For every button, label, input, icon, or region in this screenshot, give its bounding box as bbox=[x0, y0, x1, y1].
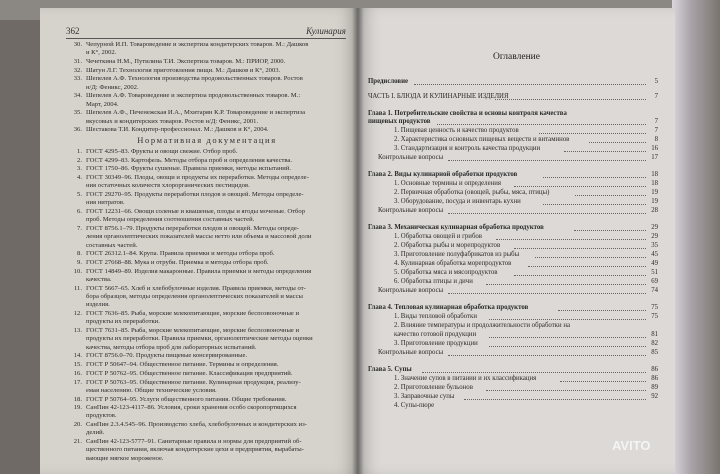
toc-leader-dots bbox=[528, 260, 646, 267]
toc-page-number: 82 bbox=[651, 339, 658, 347]
item-text: ГОСТ 7636–85. Рыба, морские млекопитающие, морские беспозвоночные и продукты их переработки. bbox=[86, 310, 299, 326]
toc-leader-dots bbox=[539, 127, 646, 134]
toc-entry[interactable] bbox=[378, 207, 658, 215]
toc-page-number: 85 bbox=[651, 348, 658, 356]
item-text: ГОСТ 8756.0–70. Продукты пищевые консервированные. bbox=[86, 352, 248, 360]
list-item bbox=[66, 109, 348, 126]
left-page bbox=[40, 8, 358, 474]
toc-entry[interactable] bbox=[394, 198, 658, 206]
toc-entry[interactable] bbox=[394, 251, 658, 259]
list-item bbox=[66, 67, 348, 75]
item-text: ГОСТ 12231–66. Овощи соленые и квашеные, плоды и ягоды моченые. Отбор проб. Методы определения соотношения составных частей. bbox=[86, 208, 305, 224]
toc-label: 3. Стандартизация и контроль качества продукции bbox=[394, 145, 541, 153]
item-number: 33. bbox=[73, 75, 82, 83]
item-number: 11. bbox=[74, 284, 82, 292]
toc-label: 5. Обработка мяса и мясопродуктов bbox=[394, 269, 498, 277]
right-page bbox=[358, 8, 675, 474]
item-text: Шестакова Т.И. Кондитер-профессионал. М.: Дашков и К°, 2004. bbox=[86, 126, 269, 134]
toc-leader-dots bbox=[495, 93, 646, 100]
toc-label: 3. Оборудование, посуда и инвентарь кухни bbox=[394, 198, 521, 206]
list-item bbox=[66, 361, 348, 369]
list-item bbox=[66, 41, 348, 58]
list-item bbox=[66, 327, 348, 352]
item-number: 19. bbox=[73, 404, 82, 412]
toc-page-number: 92 bbox=[651, 392, 658, 400]
toc-entry[interactable] bbox=[394, 189, 658, 197]
toc-label: 4. Кулинарная обработка морепродуктов bbox=[394, 260, 512, 268]
list-item bbox=[66, 379, 348, 396]
toc-label: 6. Обработка птицы и дичи bbox=[394, 278, 473, 286]
toc-leader-dots bbox=[543, 171, 646, 178]
toc-page-number: 7 bbox=[654, 127, 658, 135]
toc-page-number: 16 bbox=[651, 145, 658, 153]
list-item bbox=[66, 259, 348, 267]
toc-entry[interactable] bbox=[394, 322, 658, 339]
toc-page-number: 74 bbox=[651, 287, 658, 295]
toc-label: Глава 5. Супы bbox=[368, 365, 412, 373]
toc-page-number: 29 bbox=[651, 233, 658, 241]
item-text: ГОСТ 8756.1–79. Продукты переработки плодов и овощей. Методы опреде- ления органолептических показателей массы нетто или объема и массовой доли составных частей. bbox=[86, 225, 312, 249]
toc-label: 1. Пищевая ценность и качество продуктов bbox=[394, 127, 519, 135]
section-title: Нормативная документация bbox=[137, 135, 277, 145]
toc-label: 3. Приготовление полуфабрикатов из рыбы bbox=[394, 251, 520, 259]
item-number: 2. bbox=[77, 156, 82, 164]
toc-entry[interactable] bbox=[394, 136, 658, 144]
list-item bbox=[66, 148, 348, 156]
toc-page-number: 5 bbox=[654, 78, 658, 85]
item-text: ГОСТ 29270–95. Продукты переработки плодов и овощей. Методы определе- ния нитратов. bbox=[86, 191, 304, 207]
item-number: 18. bbox=[73, 395, 82, 403]
toc-page-number: 75 bbox=[651, 304, 658, 312]
toc-entry[interactable] bbox=[378, 287, 658, 295]
item-number: 7. bbox=[77, 225, 82, 233]
toc-title: Оглавление bbox=[493, 52, 540, 62]
toc-leader-dots bbox=[558, 304, 646, 311]
toc-label: Контрольные вопросы bbox=[378, 154, 444, 162]
toc-leader-dots bbox=[437, 118, 646, 125]
item-text: ГОСТ Р 50647–94. Общественное питание. Термины и определения. bbox=[86, 361, 279, 369]
item-text: ГОСТ 7631–85. Рыба, морские млекопитающие, морские беспозвоночные и продукты их переработки. Правила приемки, органолептические методы оценки качества, методы отбора проб для лабораторных испытаний. bbox=[86, 327, 313, 351]
toc-entry[interactable] bbox=[394, 340, 658, 348]
toc-leader-dots bbox=[464, 393, 646, 400]
item-number: 8. bbox=[77, 250, 82, 258]
toc-leader-dots bbox=[514, 242, 646, 249]
book-spine-shadow bbox=[352, 8, 364, 474]
item-number: 34. bbox=[73, 92, 82, 100]
toc-entry[interactable] bbox=[394, 180, 658, 188]
toc-label: 2. Влияние температуры и продолжительности обработки на качество готовой продукции bbox=[394, 322, 570, 338]
toc-entry[interactable] bbox=[394, 233, 658, 241]
toc-label: 1. Виды тепловой обработки bbox=[394, 313, 477, 321]
toc-label: Глава 3. Механическая кулинарная обработка продуктов bbox=[368, 224, 544, 232]
toc-leader-dots bbox=[575, 189, 647, 196]
item-text: ГОСТ Р 50763–95. Общественное питание. Кулинарная продукция, реализу- емая населению. Общие технические условия. bbox=[86, 378, 301, 394]
left-page-header bbox=[66, 26, 346, 39]
item-number: 35. bbox=[73, 109, 82, 117]
toc-leader-dots bbox=[496, 233, 646, 240]
list-item bbox=[66, 174, 348, 191]
item-number: 20. bbox=[73, 421, 82, 429]
item-number: 36. bbox=[73, 126, 82, 134]
list-item bbox=[66, 92, 348, 109]
item-text: ГОСТ Р 50762–95. Общественное питание. Классификация предприятий. bbox=[86, 369, 293, 377]
toc-chapter[interactable] bbox=[368, 110, 658, 127]
toc-page-number: 29 bbox=[651, 224, 658, 232]
toc-leader-dots bbox=[514, 180, 646, 187]
list-item bbox=[66, 285, 348, 310]
item-number: 15. bbox=[73, 361, 82, 369]
toc-chapter[interactable] bbox=[368, 78, 658, 86]
toc-entry[interactable] bbox=[394, 384, 658, 392]
item-text: ГОСТ 27668–88. Мука и отруби. Приемка и методы отбора проб. bbox=[86, 259, 269, 267]
item-text: ГОСТ 4295–83. Фрукты и овощи свежие. Отбор проб. bbox=[86, 148, 238, 155]
toc-entry[interactable] bbox=[394, 127, 658, 135]
toc-page-number: 51 bbox=[651, 269, 658, 277]
item-number: 17. bbox=[73, 378, 82, 386]
toc-leader-dots bbox=[560, 375, 646, 382]
toc-entry[interactable] bbox=[394, 260, 658, 268]
toc-label: 1. Значение супов в питании и их классификация bbox=[394, 374, 537, 382]
list-item bbox=[66, 396, 348, 404]
item-number: 1. bbox=[77, 148, 82, 155]
toc-chapter[interactable] bbox=[368, 171, 658, 179]
toc-label: 2. Характеристика основных пищевых веществ и витаминов bbox=[394, 136, 570, 144]
toc-page-number: 8 bbox=[654, 136, 658, 144]
toc-entry[interactable] bbox=[394, 242, 658, 250]
toc-label: Глава 4. Тепловая кулинарная обработка продуктов bbox=[368, 304, 529, 312]
toc-leader-dots bbox=[414, 78, 646, 85]
item-text: ГОСТ 14849–89. Изделия макаронные. Правила приемки и методы определения качества. bbox=[86, 267, 312, 284]
toc-leader-dots bbox=[543, 198, 646, 205]
item-number: 10. bbox=[73, 267, 82, 275]
watermark-logo: AVITO bbox=[612, 438, 651, 453]
toc-page-number: 86 bbox=[651, 365, 658, 373]
item-text: ГОСТ 26312.1–84. Крупа. Правила приемки и методы отбора проб. bbox=[86, 250, 275, 258]
toc-leader-dots bbox=[574, 224, 646, 231]
list-item bbox=[66, 438, 348, 463]
toc-leader-dots bbox=[489, 313, 646, 320]
toc-label: ЧАСТЬ I. БЛЮДА И КУЛИНАРНЫЕ ИЗДЕЛИЯ bbox=[368, 93, 509, 100]
item-text: ГОСТ 30349–96. Плоды, овощи и продукты их переработки. Методы определе- ния остаточных количеств хлорорганических пестицидов. bbox=[86, 174, 309, 190]
list-item bbox=[66, 208, 348, 225]
item-text: Шепелев А.Ф. Технология производства продовольственных товаров. Ростов н/Д: Феникс, 2002. bbox=[86, 75, 303, 91]
item-number: 31. bbox=[73, 58, 82, 65]
toc-leader-dots bbox=[589, 136, 646, 143]
toc-entry[interactable] bbox=[368, 93, 658, 101]
item-text: Шатун Л.Г. Технология приготовления пищи. М.: Дашков и К°, 2003. bbox=[86, 66, 281, 74]
toc-label: 2. Обработка рыбы и морепродуктов bbox=[394, 242, 501, 250]
item-number: 5. bbox=[77, 191, 82, 199]
toc-page-number: 18 bbox=[651, 171, 658, 179]
item-number: 13. bbox=[73, 327, 82, 335]
toc-label: Контрольные вопросы bbox=[378, 348, 444, 356]
toc-label: Контрольные вопросы bbox=[378, 287, 444, 295]
toc-page-number: 18 bbox=[651, 180, 658, 188]
list-item bbox=[66, 250, 348, 258]
running-title: Кулинария bbox=[306, 26, 346, 36]
item-text: СанПин 42-123-5777–91. Санитарные правила и нормы для предприятий об- щественного питания, включая кондитерские цехи и предприятия, вырабаты- вающие мягкое мороженое. bbox=[86, 438, 304, 462]
toc-chapter[interactable] bbox=[368, 304, 658, 312]
toc-label: Глава 2. Виды кулинарной обработки продуктов bbox=[368, 171, 518, 179]
toc-label: 4. Супы-пюре bbox=[394, 401, 435, 409]
toc-leader-dots bbox=[422, 366, 646, 373]
list-item bbox=[66, 310, 348, 327]
toc-entry[interactable] bbox=[378, 349, 658, 357]
toc-entry[interactable] bbox=[394, 393, 658, 401]
list-item bbox=[66, 191, 348, 208]
item-text: СанПин 42-123-4117–86. Условия, сроки хранения особо скоропортящихся продуктов. bbox=[86, 404, 297, 420]
list-item bbox=[66, 58, 348, 66]
list-item bbox=[66, 421, 348, 438]
toc-chapter[interactable] bbox=[368, 224, 658, 232]
toc-leader-dots bbox=[448, 207, 646, 214]
item-text: ГОСТ 5667–65. Хлеб и хлебобулочные изделия. Правила приемки, методы от- бора образцов, методы определения органолептических показателей и массы изделия. bbox=[86, 284, 306, 309]
toc-page-number: 45 bbox=[651, 251, 658, 259]
toc-page-number: 69 bbox=[651, 278, 658, 286]
item-text: Чепурной И.П. Товароведение и экспертиза кондитерских товаров. М.: Дашков и К°, 2002. bbox=[86, 41, 309, 57]
item-number: 30. bbox=[73, 41, 82, 48]
item-number: 3. bbox=[77, 165, 82, 173]
toc-page-number: 89 bbox=[651, 383, 658, 391]
toc-label: 1. Обработка овощей и грибов bbox=[394, 233, 483, 241]
toc-leader-dots bbox=[564, 145, 646, 152]
item-number: 12. bbox=[73, 310, 82, 318]
toc-page-number: 19 bbox=[651, 198, 658, 206]
toc-leader-dots bbox=[448, 349, 646, 356]
toc-page-number: 81 bbox=[651, 330, 658, 338]
toc-leader-dots bbox=[514, 269, 646, 276]
toc-entry[interactable] bbox=[394, 375, 658, 383]
item-number: 16. bbox=[73, 369, 82, 377]
toc-entry[interactable] bbox=[394, 269, 658, 277]
item-text: СанПин 2.3.4.545–96. Производство хлеба, хлебобулочных и кондитерских из- делий. bbox=[86, 421, 307, 437]
item-text: Шепелев А.Ф., Печенежская И.А., Мхитарян К.Р. Товароведение и экспертиза вкусовых и кондитерских товаров. Ростов н/Д: Феникс, 2001. bbox=[86, 109, 306, 125]
item-number: 6. bbox=[77, 208, 82, 216]
toc-leader-dots bbox=[486, 278, 646, 285]
toc-page-number: 86 bbox=[651, 374, 658, 382]
toc-leader-dots bbox=[489, 331, 646, 338]
toc-label: 3. Приготовление продукции bbox=[394, 339, 478, 347]
list-item bbox=[66, 352, 348, 360]
toc-entry[interactable] bbox=[378, 154, 658, 162]
list-item bbox=[66, 404, 348, 421]
toc-leader-dots bbox=[535, 251, 646, 258]
toc-page-number: 17 bbox=[651, 154, 658, 162]
item-text: ГОСТ 4299–83. Картофель. Методы отбора проб и определения качества. bbox=[86, 156, 293, 164]
toc-label: Глава 1. Потребительские свойства и основы контроля качества пищевых продуктов bbox=[368, 110, 567, 126]
item-number: 4. bbox=[77, 174, 82, 182]
list-item bbox=[66, 75, 348, 92]
page-number: 362 bbox=[66, 26, 80, 36]
toc-entry[interactable] bbox=[394, 145, 658, 153]
toc-entry[interactable] bbox=[394, 313, 658, 321]
toc-label: Предисловие bbox=[368, 78, 409, 85]
list-item bbox=[66, 165, 348, 173]
item-text: ГОСТ Р 50764–95. Услуги общественного питания. Общие требования. bbox=[86, 395, 287, 403]
toc-page-number: 49 bbox=[651, 260, 658, 268]
toc-page-number: 28 bbox=[651, 207, 658, 215]
item-number: 21. bbox=[73, 438, 82, 446]
list-item bbox=[66, 126, 348, 134]
item-number: 9. bbox=[77, 259, 82, 267]
toc-label: Контрольные вопросы bbox=[378, 207, 444, 215]
item-number: 14. bbox=[73, 352, 82, 360]
item-text: ГОСТ 1750–86. Фрукты сушеные. Правила приемки, методы испытаний. bbox=[86, 165, 292, 173]
toc-chapter[interactable] bbox=[368, 366, 658, 374]
toc-page-number: 7 bbox=[654, 118, 658, 126]
toc-page-number: 75 bbox=[651, 313, 658, 321]
toc-entry[interactable] bbox=[394, 402, 658, 410]
toc-entry[interactable] bbox=[394, 278, 658, 286]
toc-label: 3. Заправочные супы bbox=[394, 392, 455, 400]
toc-page-number: 35 bbox=[651, 242, 658, 250]
list-item bbox=[66, 370, 348, 378]
background-right-fabric bbox=[672, 0, 720, 474]
toc-page-number: 7 bbox=[654, 93, 658, 100]
item-number: 32. bbox=[73, 66, 82, 74]
toc-leader-dots bbox=[486, 384, 646, 391]
list-item bbox=[66, 268, 348, 285]
toc-label: 2. Первичная обработка (овощей, рыбы, мяса, птицы) bbox=[394, 189, 550, 197]
toc-leader-dots bbox=[489, 340, 646, 347]
toc-leader-dots bbox=[448, 154, 646, 161]
open-book bbox=[40, 8, 675, 474]
toc-leader-dots bbox=[448, 287, 646, 294]
item-text: Чечеткина Н.М., Путилина Т.И. Экспертиза товаров. М.: ПРИОР, 2000. bbox=[86, 58, 286, 65]
list-item bbox=[66, 225, 348, 250]
toc-page-number: 19 bbox=[651, 189, 658, 197]
item-text: Шепелев А.Ф. Товароведение и экспертиза продовольственных товаров. М.: Март, 2004. bbox=[86, 92, 301, 108]
toc-label: 2. Приготовление бульонов bbox=[394, 383, 473, 391]
toc-label: 1. Основные термины и определения bbox=[394, 180, 501, 188]
list-item bbox=[66, 157, 348, 165]
